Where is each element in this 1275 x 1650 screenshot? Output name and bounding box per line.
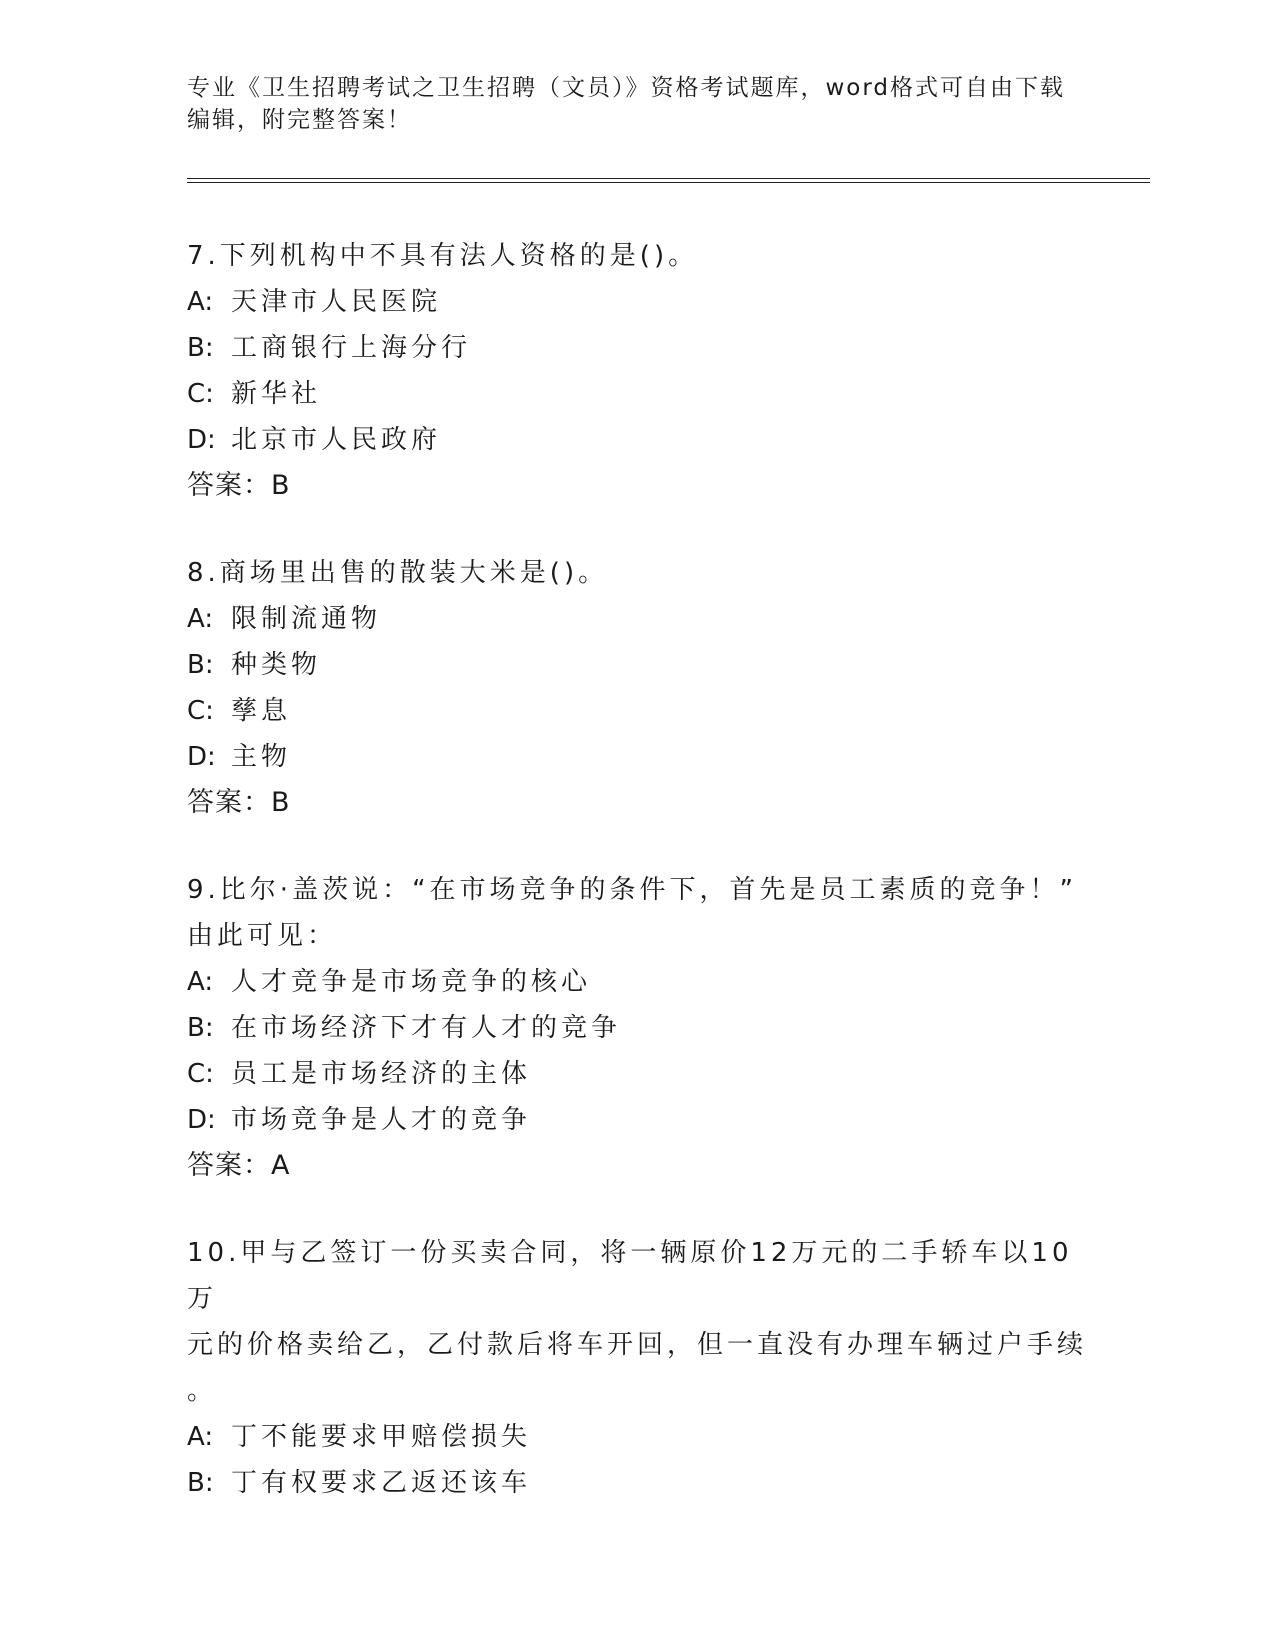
option-letter: D: bbox=[187, 425, 216, 455]
option-b bbox=[187, 325, 1087, 371]
option-text: 孳息 bbox=[231, 696, 292, 726]
header-divider-secondary bbox=[187, 182, 1150, 183]
option-b bbox=[187, 1460, 1087, 1506]
option-text: 限制流通物 bbox=[231, 604, 382, 634]
option-text: 员工是市场经济的主体 bbox=[231, 1059, 532, 1089]
question-7 bbox=[187, 233, 1087, 509]
option-letter: A: bbox=[187, 1422, 214, 1452]
option-text: 主物 bbox=[231, 742, 292, 772]
question-10 bbox=[187, 1230, 1087, 1506]
option-letter: B: bbox=[187, 650, 214, 680]
option-text: 人才竞争是市场竞争的核心 bbox=[231, 967, 592, 997]
option-text: 市场竞争是人才的竞争 bbox=[231, 1105, 532, 1135]
question-stem-line-3: 。 bbox=[187, 1376, 218, 1406]
option-text: 丁有权要求乙返还该车 bbox=[231, 1468, 532, 1498]
option-a bbox=[187, 1414, 1087, 1460]
question-stem: 7.下列机构中不具有法人资格的是()。 bbox=[187, 241, 699, 271]
option-text: 北京市人民政府 bbox=[231, 425, 442, 455]
option-letter: A: bbox=[187, 287, 214, 317]
question-9 bbox=[187, 867, 1087, 1189]
header-divider bbox=[187, 178, 1150, 179]
option-letter: C: bbox=[187, 1059, 214, 1089]
option-b bbox=[187, 642, 1087, 688]
header-line-2: 编辑，附完整答案！ bbox=[187, 107, 412, 133]
option-letter: D: bbox=[187, 742, 216, 772]
answer-line: 答案：B bbox=[187, 470, 291, 501]
option-a bbox=[187, 959, 1087, 1005]
option-c bbox=[187, 1051, 1087, 1097]
option-c bbox=[187, 371, 1087, 417]
option-letter: D: bbox=[187, 1105, 216, 1135]
option-d bbox=[187, 417, 1087, 463]
option-letter: A: bbox=[187, 967, 214, 997]
question-stem-line-2: 元的价格卖给乙，乙付款后将车开回，但一直没有办理车辆过户手续 bbox=[187, 1330, 1088, 1360]
option-text: 工商银行上海分行 bbox=[231, 333, 472, 363]
header-line-1: 专业《卫生招聘考试之卫生招聘（文员）》资格考试题库，word格式可自由下载 bbox=[187, 75, 1066, 101]
option-d bbox=[187, 1097, 1087, 1143]
document-page bbox=[187, 0, 1147, 1650]
option-text: 丁不能要求甲赔偿损失 bbox=[231, 1422, 532, 1452]
question-stem-line-1: 10.甲与乙签订一份买卖合同，将一辆原价12万元的二手轿车以10万 bbox=[187, 1238, 1073, 1314]
option-b bbox=[187, 1005, 1087, 1051]
answer-line: 答案：B bbox=[187, 787, 291, 818]
option-a bbox=[187, 279, 1087, 325]
option-text: 在市场经济下才有人才的竞争 bbox=[231, 1013, 622, 1043]
option-letter: C: bbox=[187, 696, 214, 726]
question-stem-line-2: 由此可见： bbox=[187, 921, 338, 951]
document-header bbox=[187, 72, 1087, 136]
option-letter: A: bbox=[187, 604, 214, 634]
option-a bbox=[187, 596, 1087, 642]
option-d bbox=[187, 734, 1087, 780]
option-text: 种类物 bbox=[231, 650, 322, 680]
option-text: 新华社 bbox=[231, 379, 322, 409]
option-letter: C: bbox=[187, 379, 214, 409]
question-8 bbox=[187, 550, 1087, 826]
answer-line: 答案：A bbox=[187, 1150, 291, 1181]
option-text: 天津市人民医院 bbox=[231, 287, 442, 317]
option-letter: B: bbox=[187, 1468, 214, 1498]
option-letter: B: bbox=[187, 1013, 214, 1043]
question-stem: 8.商场里出售的散装大米是()。 bbox=[187, 558, 609, 588]
question-stem-line-1: 9.比尔·盖茨说：“在市场竞争的条件下，首先是员工素质的竞争！” bbox=[187, 875, 1078, 905]
option-c bbox=[187, 688, 1087, 734]
option-letter: B: bbox=[187, 333, 214, 363]
